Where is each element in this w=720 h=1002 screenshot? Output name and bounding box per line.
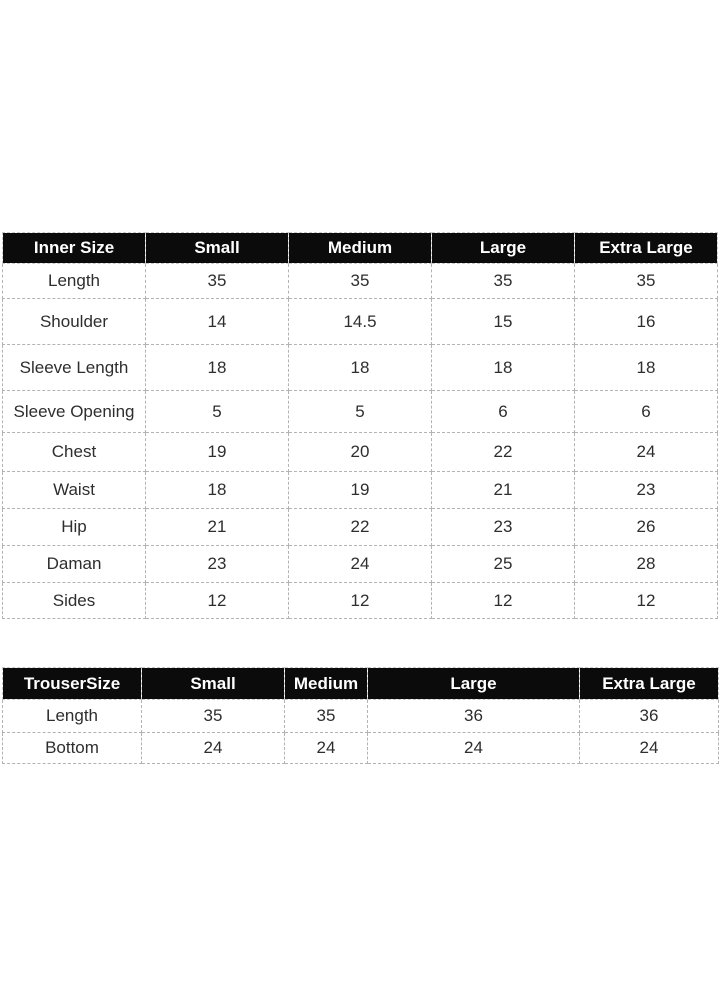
value-cell: 18 xyxy=(289,345,432,391)
value-cell: 21 xyxy=(432,472,575,509)
value-cell: 24 xyxy=(575,433,718,472)
value-cell: 18 xyxy=(575,345,718,391)
value-cell: 35 xyxy=(285,700,368,733)
table-row xyxy=(3,299,718,345)
value-cell: 5 xyxy=(146,391,289,433)
value-cell: 18 xyxy=(432,345,575,391)
size-column-header: Medium xyxy=(285,668,368,700)
value-cell: 14.5 xyxy=(289,299,432,345)
row-label-cell: Bottom xyxy=(3,733,142,764)
value-cell: 12 xyxy=(146,583,289,619)
value-cell: 5 xyxy=(289,391,432,433)
value-cell: 12 xyxy=(575,583,718,619)
table-row xyxy=(3,700,719,733)
value-cell: 35 xyxy=(432,264,575,299)
size-column-header: Small xyxy=(142,668,285,700)
value-cell: 25 xyxy=(432,546,575,583)
table-row xyxy=(3,433,718,472)
value-cell: 6 xyxy=(432,391,575,433)
value-cell: 19 xyxy=(146,433,289,472)
table-row xyxy=(3,509,718,546)
value-cell: 35 xyxy=(575,264,718,299)
value-cell: 24 xyxy=(142,733,285,764)
row-label-cell: Sides xyxy=(3,583,146,619)
value-cell: 21 xyxy=(146,509,289,546)
value-cell: 20 xyxy=(289,433,432,472)
header-row xyxy=(3,233,718,264)
value-cell: 19 xyxy=(289,472,432,509)
value-cell: 28 xyxy=(575,546,718,583)
value-cell: 35 xyxy=(142,700,285,733)
measure-column-header: TrouserSize xyxy=(3,668,142,700)
measure-column-header: Inner Size xyxy=(3,233,146,264)
table-row xyxy=(3,472,718,509)
value-cell: 22 xyxy=(432,433,575,472)
size-column-header: Large xyxy=(368,668,580,700)
row-label-cell: Shoulder xyxy=(3,299,146,345)
value-cell: 23 xyxy=(575,472,718,509)
size-column-header: Large xyxy=(432,233,575,264)
value-cell: 36 xyxy=(580,700,719,733)
size-column-header: Medium xyxy=(289,233,432,264)
table-row xyxy=(3,733,719,764)
table-row xyxy=(3,546,718,583)
value-cell: 12 xyxy=(432,583,575,619)
table-row xyxy=(3,264,718,299)
value-cell: 22 xyxy=(289,509,432,546)
value-cell: 6 xyxy=(575,391,718,433)
row-label-cell: Length xyxy=(3,264,146,299)
row-label-cell: Length xyxy=(3,700,142,733)
trouser-size-table xyxy=(2,667,719,764)
value-cell: 24 xyxy=(368,733,580,764)
value-cell: 24 xyxy=(580,733,719,764)
table-row xyxy=(3,583,718,619)
value-cell: 35 xyxy=(289,264,432,299)
value-cell: 26 xyxy=(575,509,718,546)
row-label-cell: Sleeve Length xyxy=(3,345,146,391)
table-row xyxy=(3,391,718,433)
value-cell: 18 xyxy=(146,472,289,509)
value-cell: 14 xyxy=(146,299,289,345)
value-cell: 24 xyxy=(285,733,368,764)
size-column-header: Extra Large xyxy=(580,668,719,700)
header-row xyxy=(3,668,719,700)
value-cell: 18 xyxy=(146,345,289,391)
row-label-cell: Sleeve Opening xyxy=(3,391,146,433)
value-cell: 36 xyxy=(368,700,580,733)
size-column-header: Small xyxy=(146,233,289,264)
value-cell: 15 xyxy=(432,299,575,345)
value-cell: 12 xyxy=(289,583,432,619)
value-cell: 24 xyxy=(289,546,432,583)
inner-size-table xyxy=(2,232,718,619)
value-cell: 23 xyxy=(146,546,289,583)
size-column-header: Extra Large xyxy=(575,233,718,264)
table-row xyxy=(3,345,718,391)
size-chart-content xyxy=(2,232,718,764)
row-label-cell: Waist xyxy=(3,472,146,509)
value-cell: 23 xyxy=(432,509,575,546)
row-label-cell: Chest xyxy=(3,433,146,472)
row-label-cell: Daman xyxy=(3,546,146,583)
value-cell: 16 xyxy=(575,299,718,345)
value-cell: 35 xyxy=(146,264,289,299)
row-label-cell: Hip xyxy=(3,509,146,546)
